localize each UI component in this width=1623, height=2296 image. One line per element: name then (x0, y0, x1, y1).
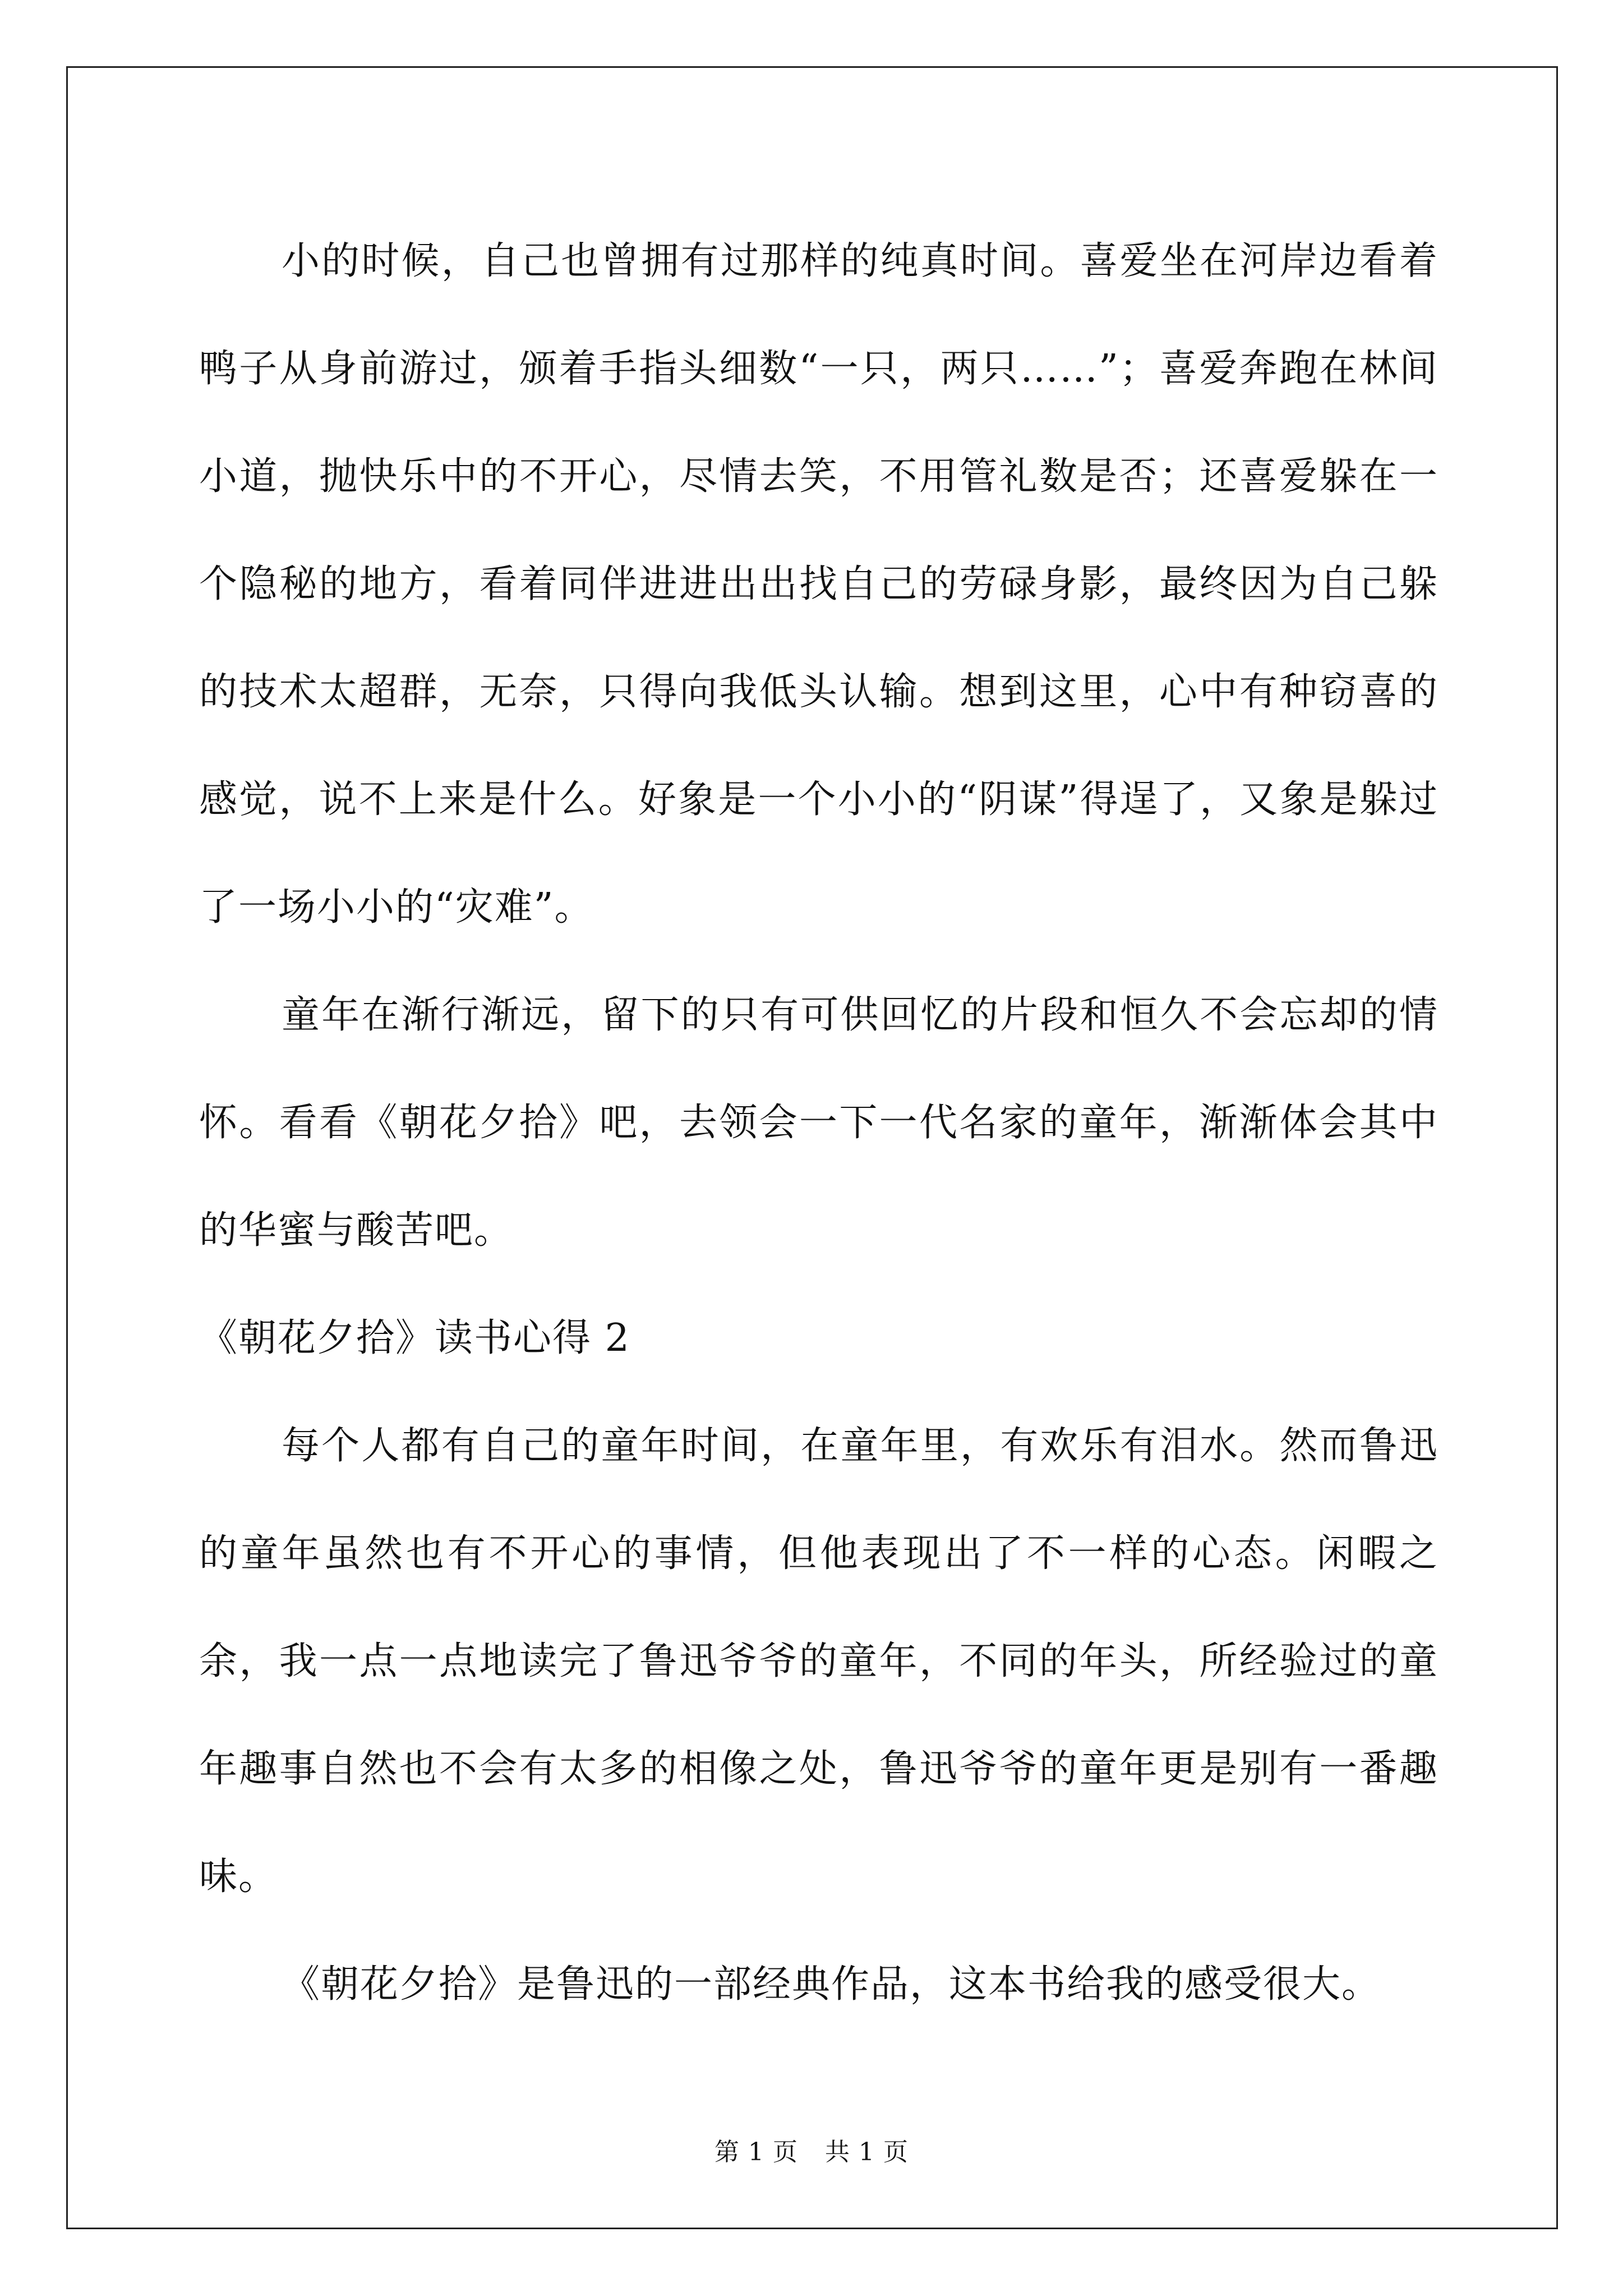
document-body (199, 208, 1438, 2039)
paragraph-3: 每个人都有自己的童年时间，在童年里，有欢乐有泪水。然而鲁迅的童年虽然也有不开心的事情，但他表现出了不一样的心态。闲暇之余，我一点一点地读完了鲁迅爷爷的童年，不同的年头，所经验过的童年趣事自然也不会有太多的相像之处，鲁迅爷爷的童年更是别有一番趣味。 (199, 1424, 1438, 1899)
page-total: 共 1 页 (825, 2138, 909, 2166)
section-heading: 《朝花夕拾》读书心得 2 (199, 1316, 630, 1360)
paragraph-4: 《朝花夕拾》是鲁迅的一部经典作品，这本书给我的感受很大。 (282, 1962, 1381, 2007)
paragraph-1: 小的时候，自己也曾拥有过那样的纯真时间。喜爱坐在河岸边看着鸭子从身前游过，颁着手指头细数“一只，两只……”；喜爱奔跑在林间小道，抛快乐中的不开心，尽情去笑，不用管礼数是否；还喜爱躲在一个隐秘的地方，看着同伴进进出出找自己的劳碌身影，最终因为自己躲的技术太超群，无奈，只得向我低头认输。想到这里，心中有种窃喜的感觉，说不上来是什么。好象是一个小小的“阴谋”得逞了，又象是躲过了一场小小的“灾难”。 (199, 239, 1438, 930)
page-number: 第 1 页 (714, 2138, 798, 2166)
paragraph-2: 童年在渐行渐远，留下的只有可供回忆的片段和恒久不会忘却的情怀。看看《朝花夕拾》吧，去领会一下一代名家的童年，渐渐体会其中的华蜜与酸苦吧。 (199, 993, 1438, 1253)
page-footer (0, 2132, 1623, 2168)
